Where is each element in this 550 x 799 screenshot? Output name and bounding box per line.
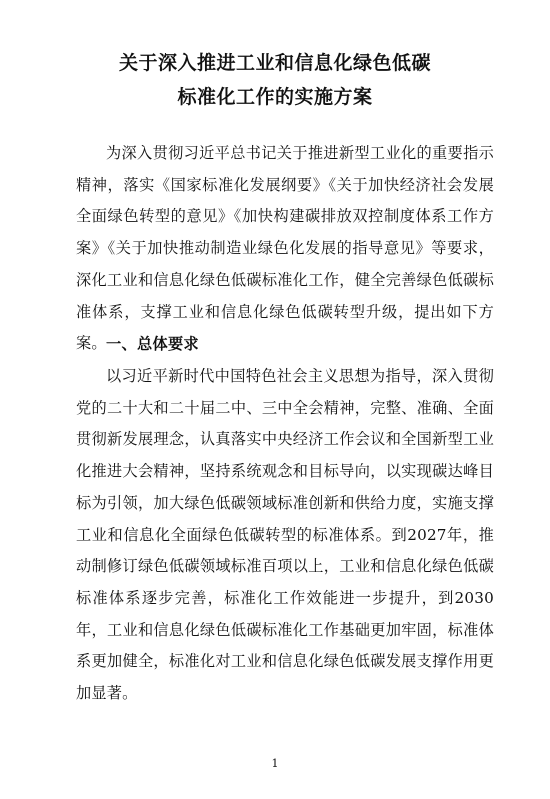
section-heading-general-requirements: 一、总体要求 [106,335,199,353]
page-number: 1 [271,757,279,770]
title-line-1: 关于深入推进工业和信息化绿色低碳 [118,52,431,74]
intro-paragraph: 为深入贯彻习近平总书记关于推进新型工业化的重要指示精神，落实《国家标准化发展纲要》《关于加快经济社会发展全面绿色转型的意见》《加快构建碳排放双控制度体系工作方案》《关于加快推动制造业绿色化发展的指导意见》等要求，深化工业和信息化绿色低碳标准化工作，健全完善绿色低碳标准体系，支撑工业和信息化绿色低碳转型升级，提出如下方案。 [76,144,494,353]
document-title [40,46,510,114]
title-line-2: 标准化工作的实施方案 [177,86,373,108]
general-requirements-paragraph: 以习近平新时代中国特色社会主义思想为指导，深入贯彻党的二十大和二十届二中、三中全会精神，完整、准确、全面贯彻新发展理念，认真落实中央经济工作会议和全国新型工业化推进大会精神，坚持系统观念和目标导向，以实现碳达峰目标为引领，加大绿色低碳领域标准创新和供给力度，实施支撑工业和信息化全面绿色低碳转型的标准体系。到2027年，推动制修订绿色低碳领域标准百项以上，工业和信息化绿色低碳标准体系逐步完善，标准化工作效能进一步提升，到2030年，工业和信息化绿色低碳标准化工作基础更加牢固，标准体系更加健全，标准化对工业和信息化绿色低碳发展支撑作用更加显著。 [76,367,494,703]
